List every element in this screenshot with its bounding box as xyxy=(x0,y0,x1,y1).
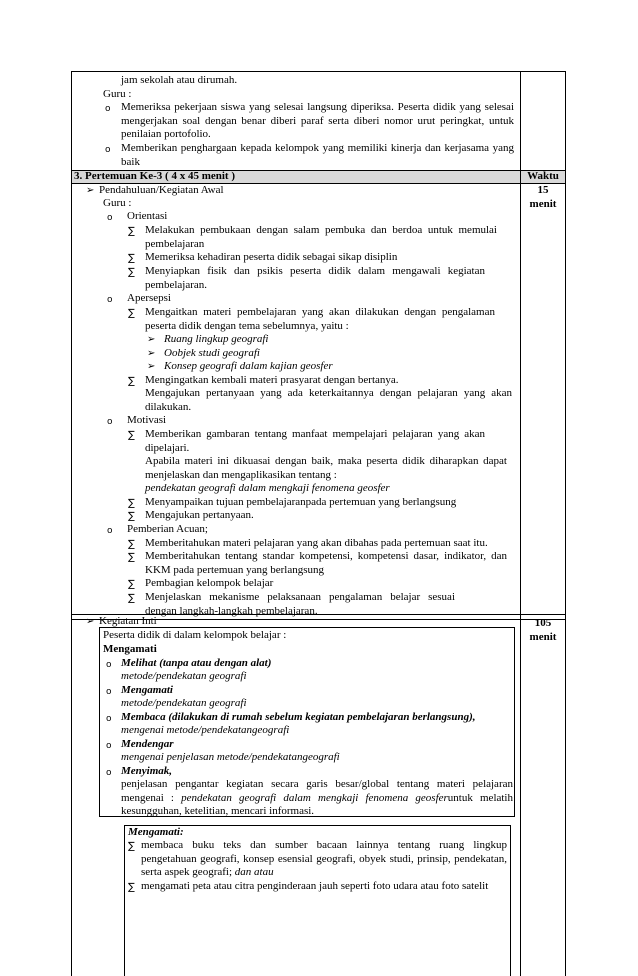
motivasi-title: Motivasi xyxy=(127,414,167,426)
sum-bullet-icon: ∑ xyxy=(128,882,135,893)
sum-bullet-icon: ∑ xyxy=(128,593,135,604)
apersepsi-subitem: Konsep geografi dalam kajian geosfer xyxy=(164,360,333,372)
inti-item-sub: mengenai penjelasan metode/pendekatangeografi xyxy=(121,751,340,763)
sum-bullet-icon: ∑ xyxy=(128,841,135,852)
acuan-item: Memberitahukan tentang standar kompetensi, kompetensi dasar, indikator, dan KKM pada pertemuan yang berlangsung xyxy=(145,550,507,576)
continuation-text: jam sekolah atau dirumah. xyxy=(121,74,238,86)
guru-label: Guru : xyxy=(103,197,132,209)
motivasi-item: pendekatan geografi dalam mengkaji fenomena geosfer xyxy=(145,482,390,494)
acuan-item: Menjelaskan mekanisme pelaksanaan pengalaman belajar sesuai dengan langkah-langkah pembelajaran. xyxy=(145,591,455,617)
inti-item-title: Mendengar xyxy=(121,738,174,750)
inti-item-sub: metode/pendekatan geografi xyxy=(121,670,247,682)
motivasi-item: Apabila materi ini dikuasai dengan baik, maka peserta didik diharapkan dapat menjelaskan dan mengaplikasikan tentang : xyxy=(145,455,507,481)
inti-item-sub: metode/pendekatan geografi xyxy=(121,697,247,709)
mengamati-heading: Mengamati xyxy=(103,643,157,655)
pendahuluan-heading: Pendahuluan/Kegiatan Awal xyxy=(99,184,224,196)
menyimak-tail: untuk melatih kesungguhan, ketelitian, mencari informasi. xyxy=(121,791,513,818)
menyimak-topic: pendekatan geografi dalam mengkaji fenomena geosfer xyxy=(181,791,448,804)
apersepsi-subitem: Oobjek studi geografi xyxy=(164,347,260,359)
acuan-item: Pembagian kelompok belajar xyxy=(145,577,274,589)
apersepsi-item: Mengajukan pertanyaan yang ada keterkaitannya dengan pelajaran yang akan dilakukan. xyxy=(145,387,512,413)
motivasi-item: Mengajukan pertanyaan. xyxy=(145,509,254,521)
inti-item-sub: mengenai metode/pendekatangeografi xyxy=(121,724,290,736)
sum-bullet-icon: ∑ xyxy=(128,511,135,522)
inti-time-value: 105 xyxy=(534,617,552,629)
acuan-title: Pemberian Acuan; xyxy=(127,523,208,535)
inti-item-title: Melihat (tanpa atau dengan alat) xyxy=(121,657,272,669)
motivasi-item: Menyampaikan tujuan pembelajaranpada pertemuan yang berlangsung xyxy=(145,496,457,508)
acuan-item: Memberitahukan materi pelajaran yang akan dibahas pada pertemuan saat itu. xyxy=(145,537,488,549)
arrow-bullet-icon: ➢ xyxy=(147,361,156,372)
arrow-bullet-icon: ➢ xyxy=(86,616,95,627)
circle-bullet-icon: o xyxy=(106,687,112,697)
inti-item-title: Membaca (dilakukan di rumah sebelum kegiatan pembelajaran berlangsung), xyxy=(121,711,476,723)
task-check-item: Memeriksa pekerjaan siswa yang selesai langsung diperiksa. Peserta didik yang selesai mengerjakan soal dengan benar diberi paraf serta diberi nomor urut peringkat, untuk penilaian portofolio. xyxy=(121,101,514,141)
apersepsi-item: Mengingatkan kembali materi prasyarat dengan bertanya. xyxy=(145,374,399,386)
menyimak-lead: penjelasan pengantar kegiatan secara garis besar/global tentang materi pelajaran mengenai : xyxy=(121,778,513,804)
arrow-bullet-icon: ➢ xyxy=(86,185,95,196)
sum-bullet-icon: ∑ xyxy=(128,308,135,319)
apersepsi-subitem: Ruang lingkup geografi xyxy=(164,333,269,345)
orientasi-item: Melakukan pembukaan dengan salam pembuka dan berdoa untuk memulai pembelajaran xyxy=(145,224,497,250)
reward-item: Memberikan penghargaan kepada kelompok yang memiliki kinerja dan kerjasama yang baik xyxy=(121,142,514,168)
apersepsi-title: Apersepsi xyxy=(127,292,171,304)
circle-bullet-icon: o xyxy=(106,660,112,670)
circle-bullet-icon: o xyxy=(107,526,113,536)
sum-bullet-icon: ∑ xyxy=(128,539,135,550)
orientasi-title: Orientasi xyxy=(127,210,168,222)
pendahuluan-time-unit: menit xyxy=(529,198,557,210)
apersepsi-item: Mengaitkan materi pembelajaran yang akan dilakukan dengan pengalaman peserta didik dengan tema sebelumnya, yaitu : xyxy=(145,306,495,332)
circle-bullet-icon: o xyxy=(106,768,112,778)
circle-bullet-icon: o xyxy=(105,145,111,155)
sum-bullet-icon: ∑ xyxy=(128,498,135,509)
orientasi-item: Memeriksa kehadiran peserta didik sebagai sikap disiplin xyxy=(145,251,398,263)
meeting-title: 3. Pertemuan Ke-3 ( 4 x 45 menit ) xyxy=(74,170,235,182)
circle-bullet-icon: o xyxy=(106,741,112,751)
box-title: Mengamati: xyxy=(128,826,184,838)
arrow-bullet-icon: ➢ xyxy=(147,348,156,359)
circle-bullet-icon: o xyxy=(107,213,113,223)
circle-bullet-icon: o xyxy=(107,295,113,305)
column-divider xyxy=(520,618,521,976)
menyimak-text xyxy=(121,778,513,819)
inti-heading: Kegiatan Inti xyxy=(99,615,157,627)
box-item: mengamati peta atau citra penginderaan jauh seperti foto udara atau foto satelit xyxy=(141,880,489,892)
sum-bullet-icon: ∑ xyxy=(128,430,135,441)
sum-bullet-icon: ∑ xyxy=(128,579,135,590)
orientasi-item: Menyiapkan fisik dan psikis peserta didik dalam mengawali kegiatan pembelajaran. xyxy=(145,265,485,291)
box-item-text: membaca buku teks dan sumber bacaan lainnya tentang ruang lingkup pengetahuan geografi, konsep esensial geografi, obyek studi, prinsip, pendekatan, serta aspek geografi; xyxy=(141,839,507,879)
box-item xyxy=(141,839,507,880)
box-item-italic: dan atau xyxy=(234,866,274,879)
waktu-header: Waktu xyxy=(527,170,559,182)
guru-label: Guru : xyxy=(103,88,132,100)
arrow-bullet-icon: ➢ xyxy=(147,334,156,345)
circle-bullet-icon: o xyxy=(106,714,112,724)
sum-bullet-icon: ∑ xyxy=(128,376,135,387)
inti-item-title: Mengamati xyxy=(121,684,173,696)
sum-bullet-icon: ∑ xyxy=(128,226,135,237)
circle-bullet-icon: o xyxy=(105,104,111,114)
inti-item-title: Menyimak, xyxy=(121,765,173,777)
inti-time-unit: menit xyxy=(529,631,557,643)
column-divider xyxy=(520,71,521,620)
sum-bullet-icon: ∑ xyxy=(128,267,135,278)
circle-bullet-icon: o xyxy=(107,417,113,427)
sum-bullet-icon: ∑ xyxy=(128,552,135,563)
pendahuluan-time-value: 15 xyxy=(537,184,549,196)
sum-bullet-icon: ∑ xyxy=(128,253,135,264)
motivasi-item: Memberikan gambaran tentang manfaat mempelajari pelajaran yang akan dipelajari. xyxy=(145,428,485,454)
inti-intro: Peserta didik di dalam kelompok belajar : xyxy=(103,629,287,641)
